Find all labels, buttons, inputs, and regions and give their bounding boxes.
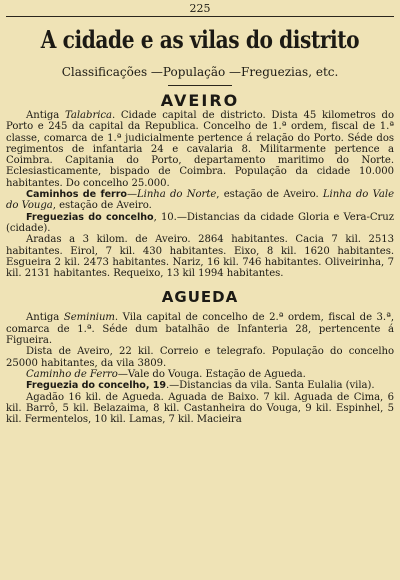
aveiro-paragraph-description <box>6 110 394 189</box>
section-body-aveiro <box>6 110 394 279</box>
railway-line: Linha do Vale do Vouga <box>6 189 394 212</box>
text-run: —Vale do Vouga. Estação de Agueda. <box>117 368 306 380</box>
text-run: .—Distancias da vila. Santa Eulalia (vila). <box>165 380 375 392</box>
section-heading-agueda: AGUEDA <box>161 288 239 307</box>
title-divider <box>168 85 232 86</box>
agueda-paragraph-distances: Agadão 16 kil. de Agueda. Aguada de Baixo. 7 kil. Aguada de Cima, 6 kil. Barrô, 5 kil. Belazaima, 8 kil. Castanheira do Vouga, 9 kil. Espinhel, 5 kil. Fermentelos, 10 kil. Lamas, 7 kil. Macieira <box>6 391 394 426</box>
section-body-agueda <box>6 312 394 425</box>
aveiro-paragraph-railways <box>6 189 394 212</box>
text-run: , 10.—Distancias da cidade Gloria e Vera-Cruz (cidade). <box>6 211 394 234</box>
railway-term: Caminho de Ferro <box>26 368 118 380</box>
text-run: Antiga <box>26 312 64 324</box>
aveiro-paragraph-parishes <box>6 212 394 235</box>
text-run: , estação de Aveiro. <box>52 200 152 212</box>
ancient-name: Seminium <box>63 312 115 324</box>
agueda-paragraph-population: Dista de Aveiro, 22 kil. Correio e telegrafo. População do concelho 25000 habitantes, da vila 3809. <box>6 346 394 369</box>
bold-term: Freguezias do concelho <box>26 211 154 223</box>
text-run: , estação de Aveiro. <box>216 189 323 201</box>
agueda-paragraph-railway <box>6 369 394 380</box>
agueda-paragraph-parishes <box>6 380 394 391</box>
text-run: — <box>126 189 138 201</box>
text-run: . Vila capital de concelho de 2.ª ordem, fiscal de 3.ª, comarca de 1.ª. Séde dum batalhão de Infanteria 28, pertencente á Figueira. <box>6 312 394 347</box>
ancient-name: Talabrica <box>65 110 112 121</box>
bold-term: Caminhos de ferro <box>26 189 127 201</box>
aveiro-paragraph-distances: Aradas a 3 kilom. de Aveiro. 2864 habitantes. Cacia 7 kil. 2513 habitantes. Eirol, 7 kil. 430 habitantes. Eixo, 8 kil. 1620 habitantes. Esgueira 2 kil. 2473 habitantes. Nariz, 16 kil. 746 habitantes. Oliveirinha, 7 kil. 2131 habitantes. Requeixo, 13 kil 1994 habitantes. <box>6 234 394 280</box>
bold-term: Freguezia do concelho, 19 <box>26 380 166 392</box>
header-rule <box>6 16 394 17</box>
page-number: 225 <box>189 2 211 15</box>
agueda-paragraph-description <box>6 312 394 346</box>
railway-line: Linha do Norte <box>137 189 217 201</box>
page-title: A cidade e as vilas do distrito <box>40 25 360 54</box>
section-heading-aveiro: AVEIRO <box>160 91 240 110</box>
text-run: . Cidade capital de districto. Dista 45 kilometros do Porto e 245 da capital da Republica. Concelho de 1.ª ordem, fiscal de 1.ª classe, comarca de 1.ª judicialmente pertence á relação do Porto. Séde dos regimentos de infantaria 24 e cavalaria 8. Militarmente pertence a Coimbra. Capitania do Porto, departamento maritimo do Norte. Eclesiasticamente, bispado de Coimbra. População da cidade 10.000 habitantes. Do concelho 25.000. <box>6 110 394 189</box>
text-run: Antiga <box>26 110 66 121</box>
page-subtitle: Classificações —População —Freguezias, etc. <box>61 65 339 79</box>
